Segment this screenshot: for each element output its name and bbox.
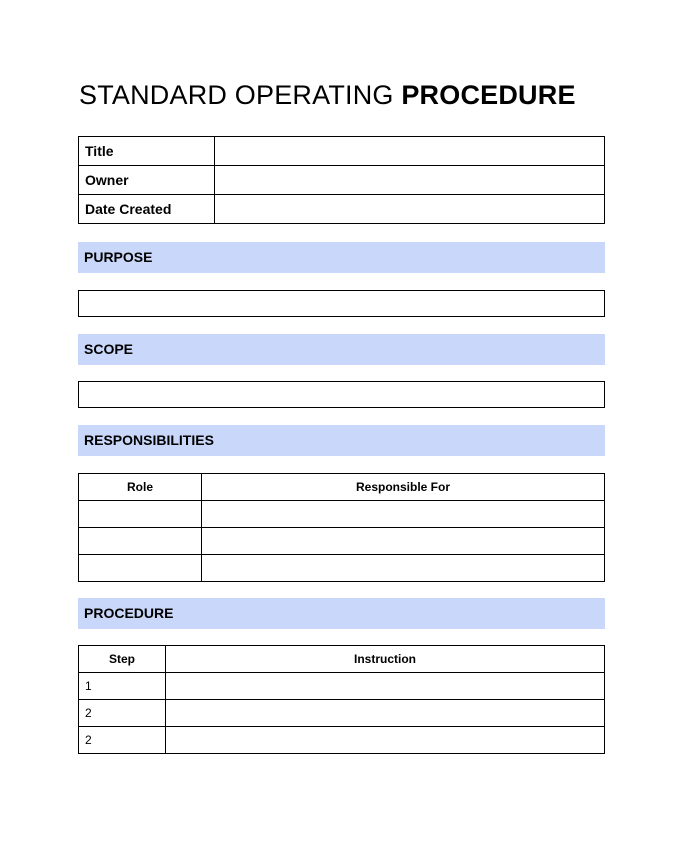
purpose-content-box[interactable] bbox=[78, 290, 605, 317]
table-row bbox=[79, 727, 605, 754]
table-row bbox=[79, 555, 605, 582]
responsibilities-heading: RESPONSIBILITIES bbox=[78, 425, 605, 456]
info-label-title: Title bbox=[79, 137, 215, 166]
page-title-bold: PROCEDURE bbox=[401, 80, 576, 110]
responsibilities-table bbox=[78, 473, 605, 582]
table-row bbox=[79, 501, 605, 528]
procedure-header-row bbox=[79, 646, 605, 673]
responsibilities-header-row bbox=[79, 474, 605, 501]
scope-heading: SCOPE bbox=[78, 334, 605, 365]
page-title bbox=[79, 80, 576, 111]
scope-content-box[interactable] bbox=[78, 381, 605, 408]
table-row bbox=[79, 700, 605, 727]
responsibilities-col-responsible-for: Responsible For bbox=[202, 474, 605, 501]
role-cell[interactable] bbox=[79, 501, 202, 528]
info-value-date-created[interactable] bbox=[215, 195, 605, 224]
step-cell[interactable]: 2 bbox=[79, 700, 166, 727]
procedure-table bbox=[78, 645, 605, 754]
info-value-title[interactable] bbox=[215, 137, 605, 166]
info-label-date-created: Date Created bbox=[79, 195, 215, 224]
responsibilities-col-role: Role bbox=[79, 474, 202, 501]
instruction-cell[interactable] bbox=[166, 673, 605, 700]
info-row-date-created bbox=[79, 195, 605, 224]
responsible-for-cell[interactable] bbox=[202, 555, 605, 582]
table-row bbox=[79, 528, 605, 555]
step-cell[interactable]: 2 bbox=[79, 727, 166, 754]
instruction-cell[interactable] bbox=[166, 727, 605, 754]
info-value-owner[interactable] bbox=[215, 166, 605, 195]
document-info-table bbox=[78, 136, 605, 224]
responsible-for-cell[interactable] bbox=[202, 528, 605, 555]
procedure-heading: PROCEDURE bbox=[78, 598, 605, 629]
info-row-owner bbox=[79, 166, 605, 195]
procedure-col-step: Step bbox=[79, 646, 166, 673]
role-cell[interactable] bbox=[79, 528, 202, 555]
page-title-regular: STANDARD OPERATING bbox=[79, 80, 402, 110]
table-row bbox=[79, 673, 605, 700]
purpose-heading: PURPOSE bbox=[78, 242, 605, 273]
info-row-title bbox=[79, 137, 605, 166]
role-cell[interactable] bbox=[79, 555, 202, 582]
step-cell[interactable]: 1 bbox=[79, 673, 166, 700]
info-label-owner: Owner bbox=[79, 166, 215, 195]
procedure-col-instruction: Instruction bbox=[166, 646, 605, 673]
responsible-for-cell[interactable] bbox=[202, 501, 605, 528]
instruction-cell[interactable] bbox=[166, 700, 605, 727]
